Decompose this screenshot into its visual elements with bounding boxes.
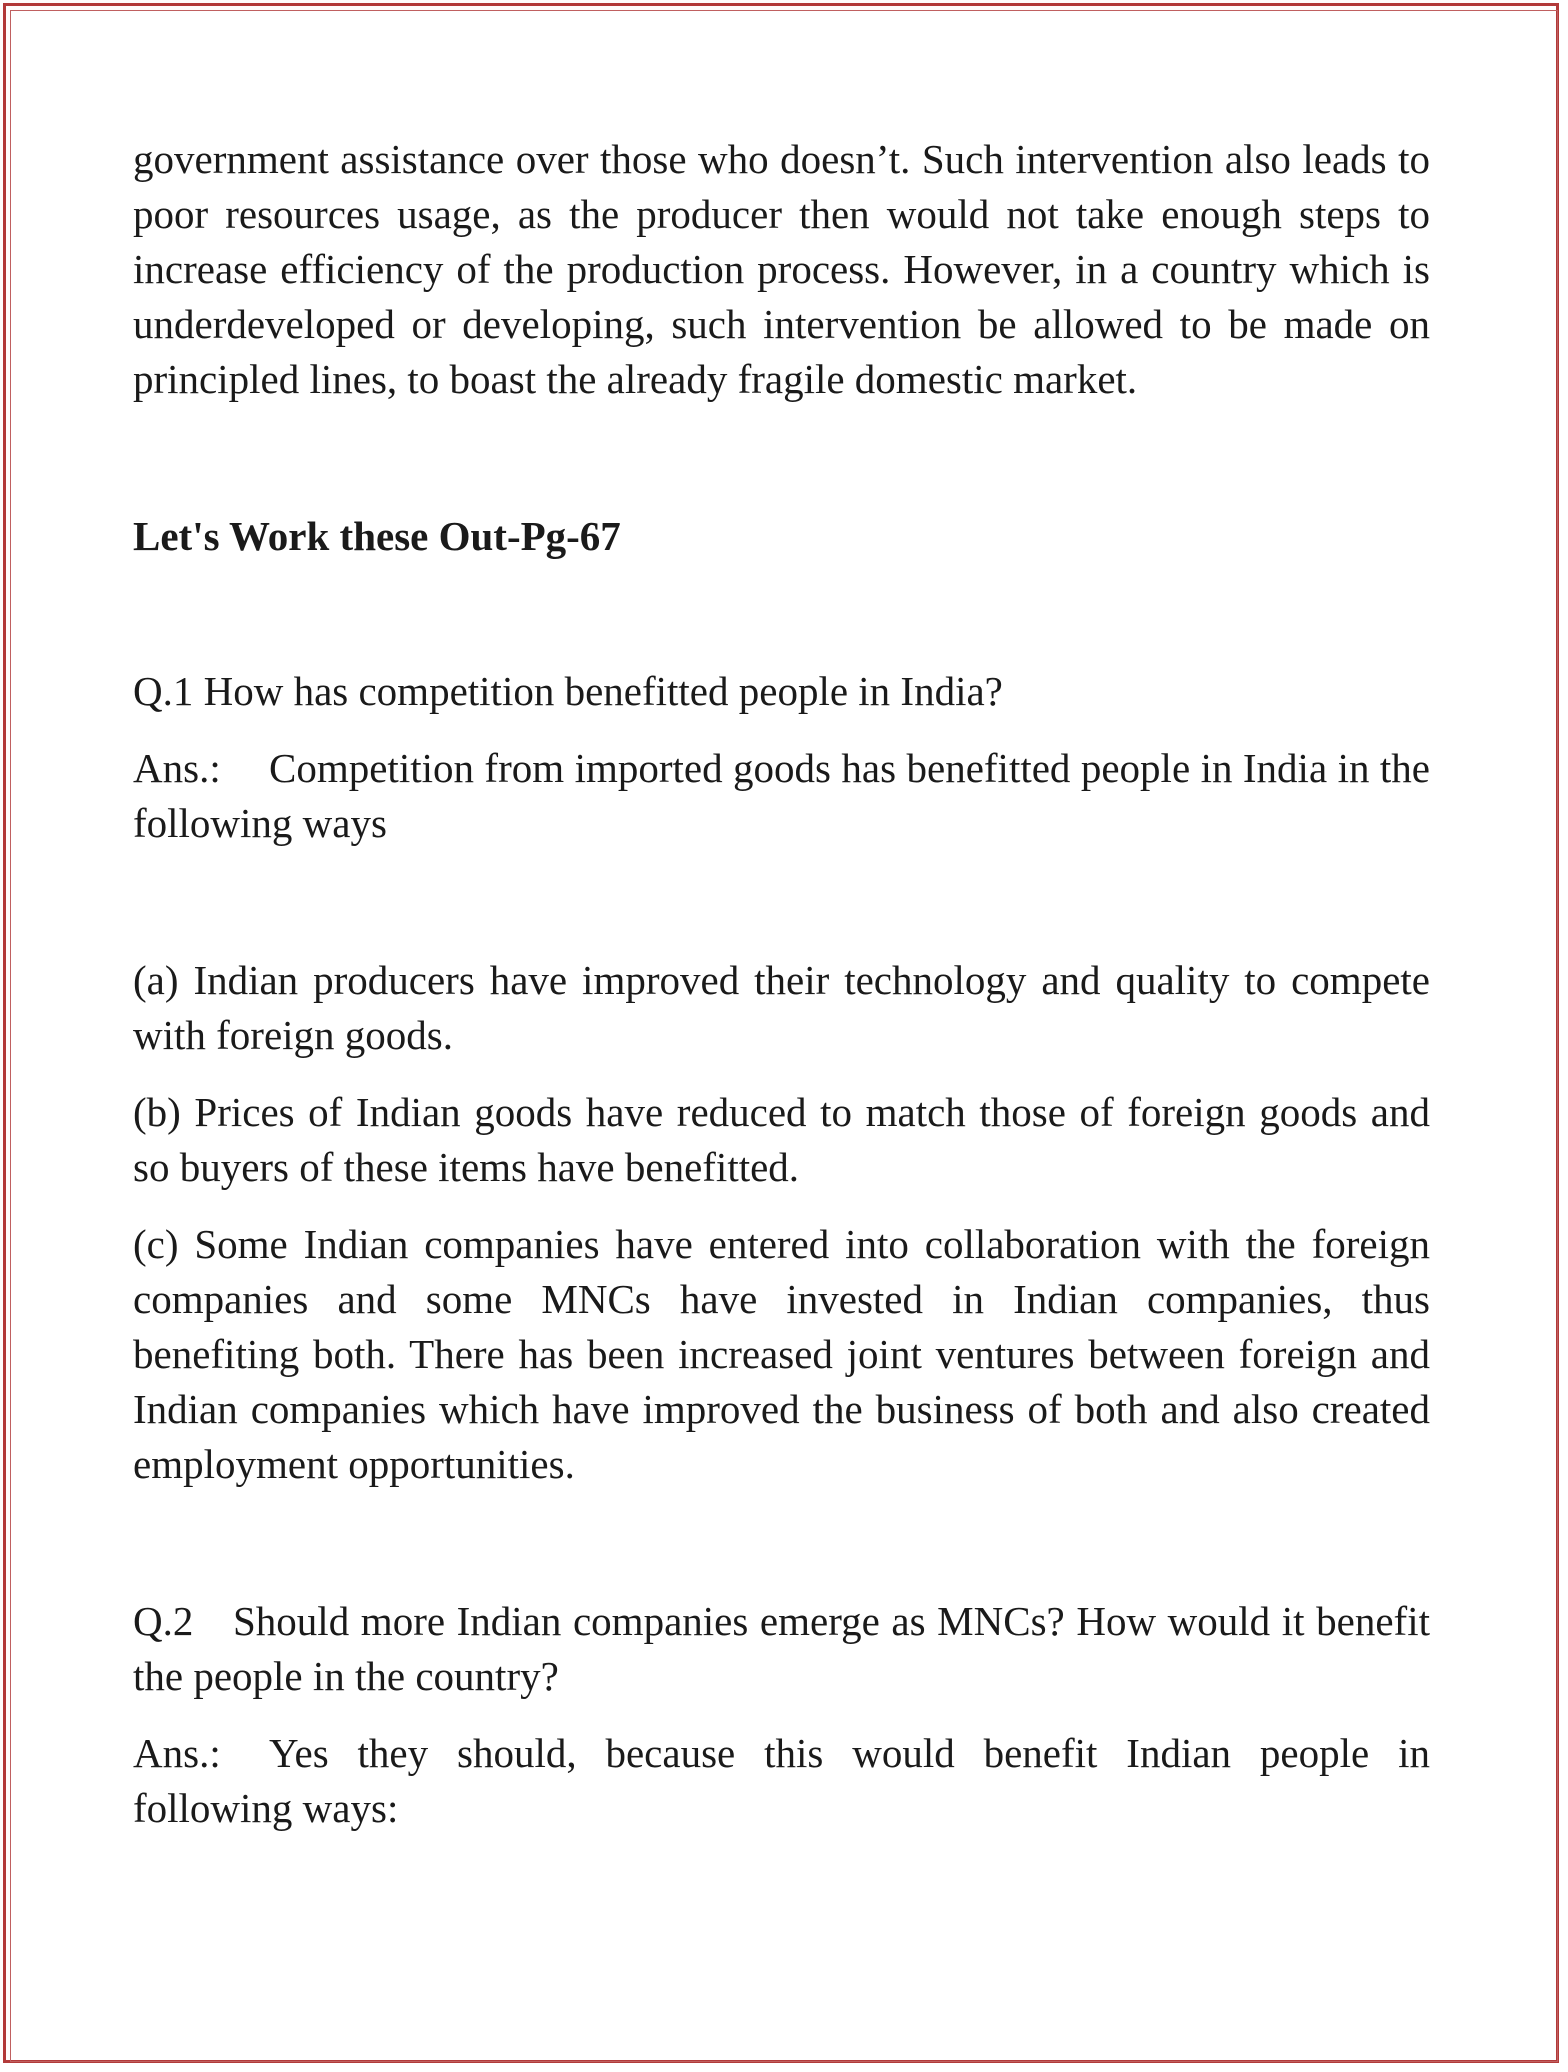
q2-answer	[133, 1726, 1430, 1836]
q1-answer	[133, 741, 1430, 851]
q1-point-c: (c) Some Indian companies have entered into collaboration with the foreign companies and some MNCs have invested in Indian companies, thus benefiting both. There has been increased joint ventures between foreign and Indian companies which have improved the business of both and also created employment opportunities.	[133, 1221, 1430, 1487]
q2-answer-label: Ans.:	[133, 1730, 221, 1776]
q2-answer-text: Yes they should, because this would benefit Indian people in following ways:	[133, 1730, 1430, 1831]
q1-point-a: (a) Indian producers have improved their technology and quality to compete with foreign goods.	[133, 957, 1430, 1058]
q2-question-text: Should more Indian companies emerge as MNCs? How would it benefit the people in the country?	[133, 1598, 1430, 1699]
q1-answer-text: Competition from imported goods has benefitted people in India in the following ways	[133, 745, 1430, 846]
q1-point-b: (b) Prices of Indian goods have reduced to match those of foreign goods and so buyers of these items have benefitted.	[133, 1089, 1430, 1190]
q2-question	[133, 1594, 1430, 1704]
intro-paragraph: government assistance over those who doesn’t. Such intervention also leads to poor resources usage, as the producer then would not take enough steps to increase efficiency of the production process. However, in a country which is underdeveloped or developing, such intervention be allowed to be made on principled lines, to boast the already fragile domestic market.	[133, 136, 1430, 402]
q1-answer-label: Ans.:	[133, 745, 221, 791]
q1-question: Q.1 How has competition benefitted people in India?	[133, 668, 1003, 714]
section-heading: Let's Work these Out-Pg-67	[133, 513, 621, 559]
q2-question-label: Q.2	[133, 1598, 194, 1644]
document-body	[133, 132, 1430, 1836]
